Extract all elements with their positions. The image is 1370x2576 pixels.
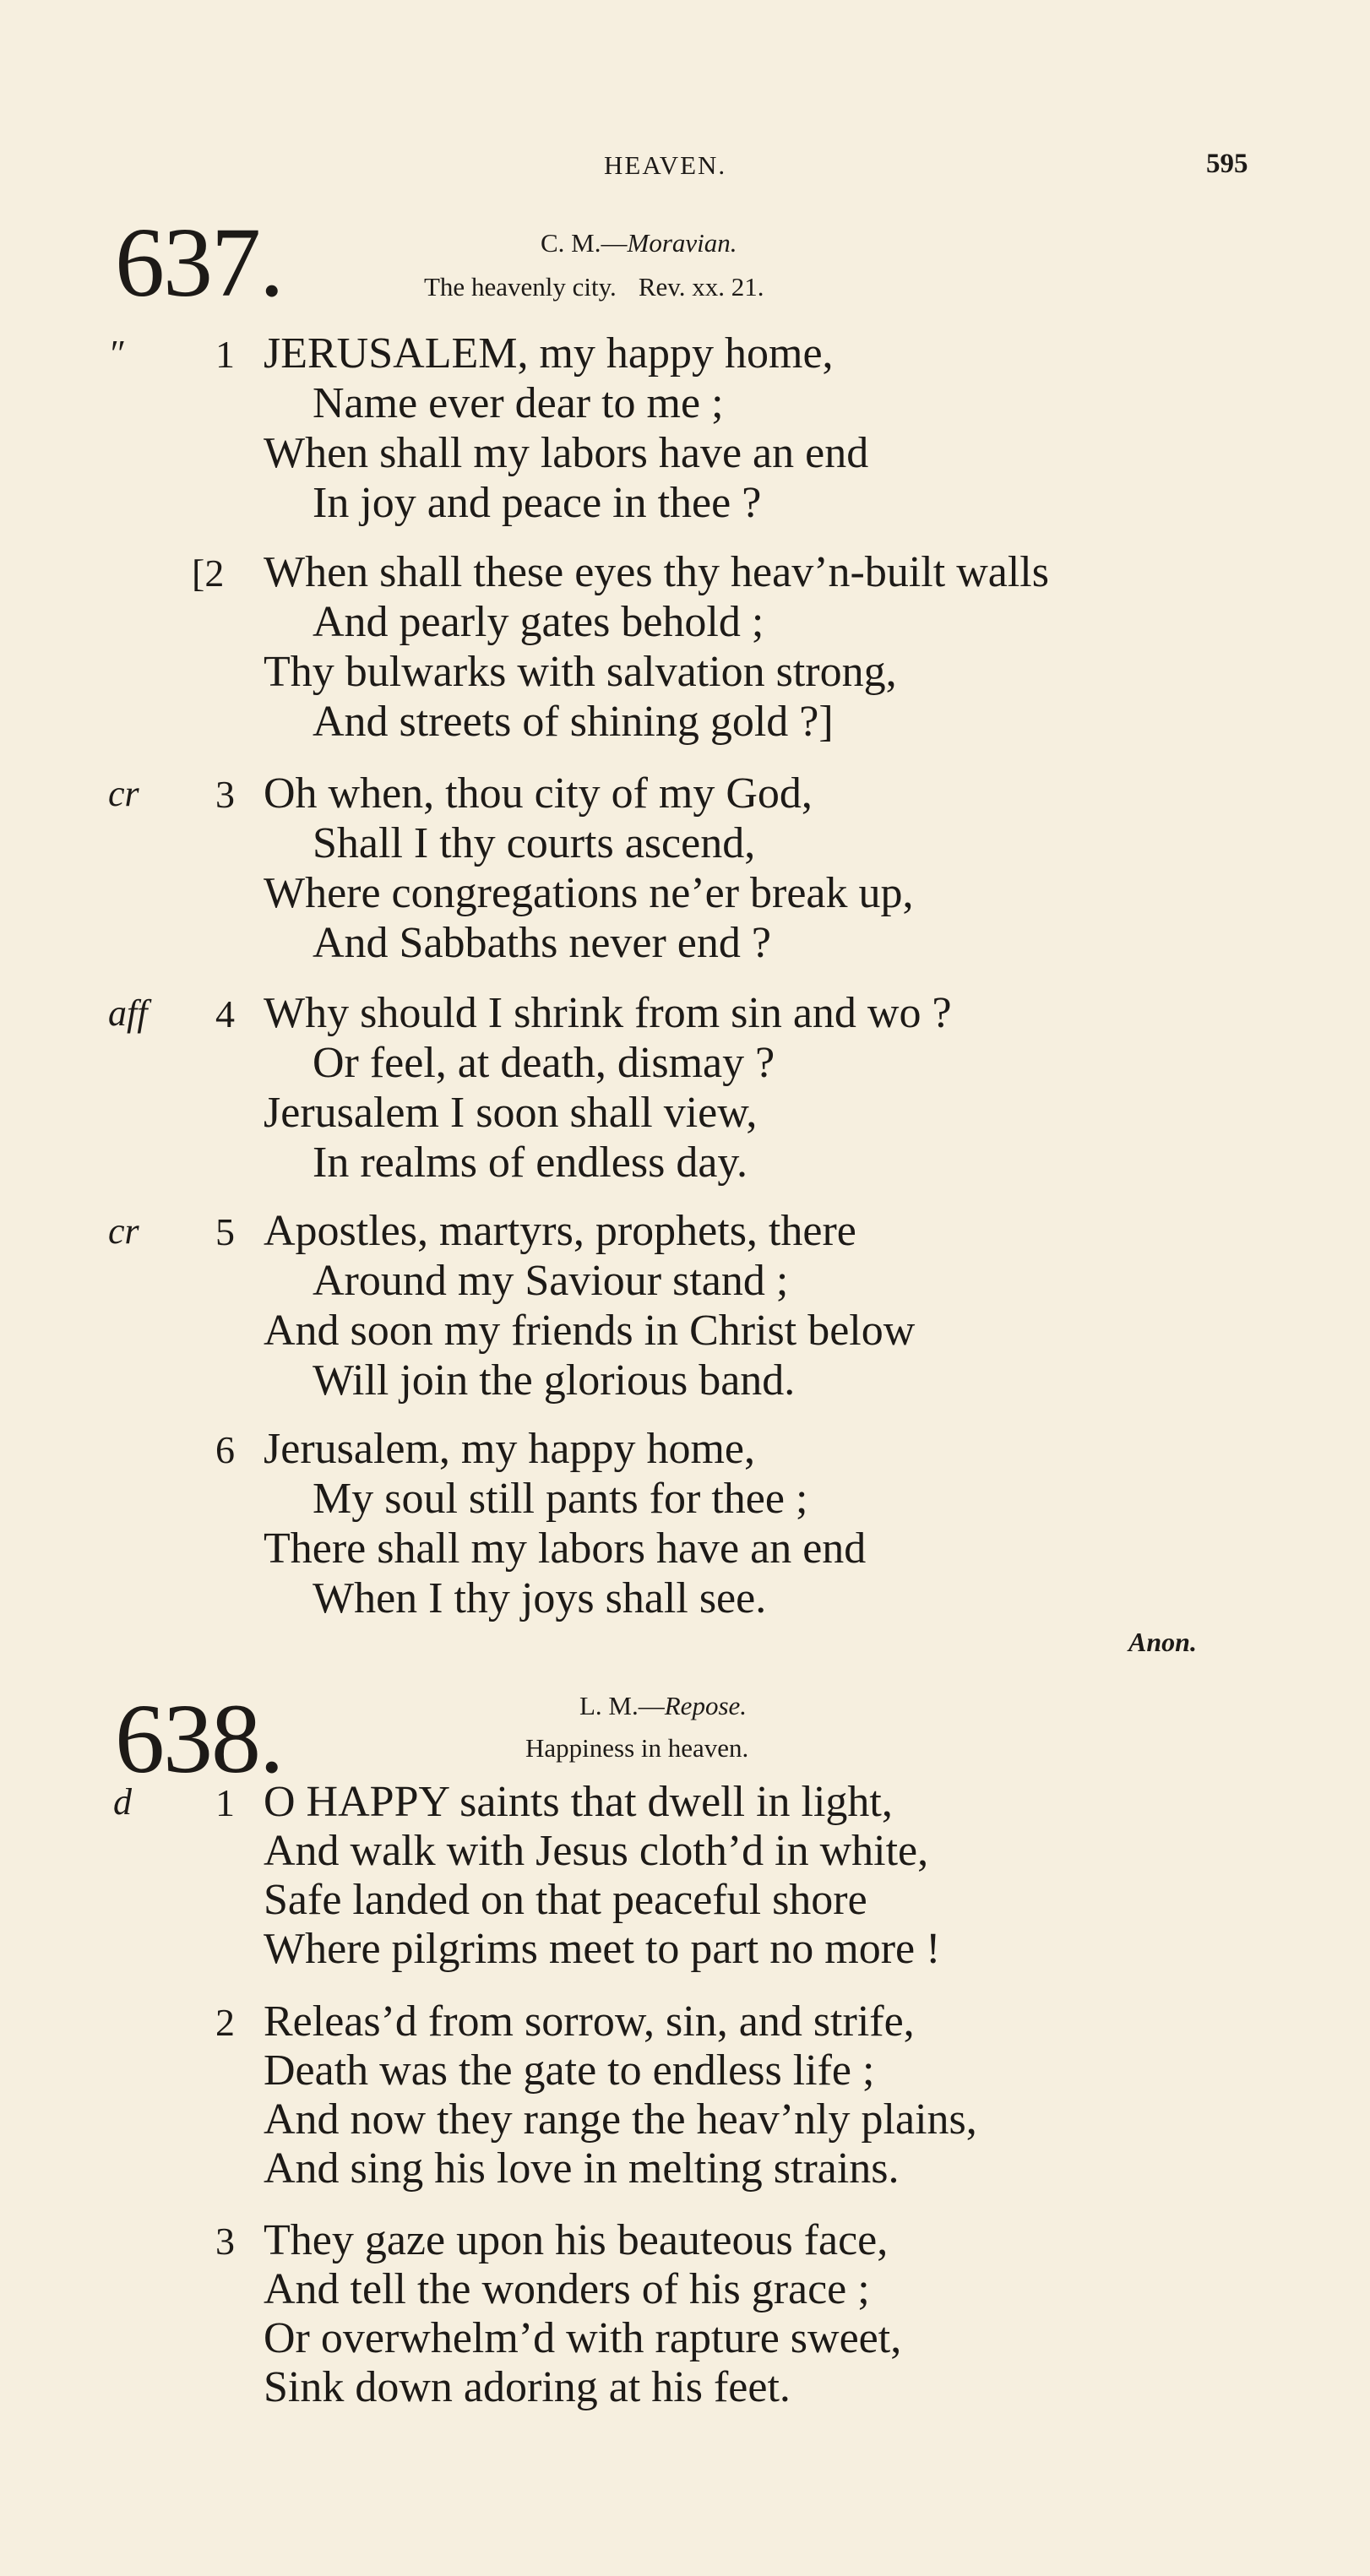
meter-label: L. M.— xyxy=(579,1691,665,1720)
stanza-number: 2 xyxy=(215,2001,235,2044)
verse-line: Why should I shrink from sin and wo ? xyxy=(264,989,952,1037)
performance-mark: ″ xyxy=(108,333,124,374)
stanza-number: [2 xyxy=(192,552,225,595)
verse-line: There shall my labors have an end xyxy=(264,1524,867,1573)
stanza-number: 3 xyxy=(215,773,235,816)
verse-line: And Sabbaths never end ? xyxy=(313,919,771,967)
verse-line: Safe landed on that peaceful shore xyxy=(264,1876,867,1924)
verse-line: When I thy joys shall see. xyxy=(313,1574,767,1622)
meter-label: C. M.— xyxy=(541,228,628,258)
verse-line: Death was the gate to endless life ; xyxy=(264,2046,875,2095)
performance-mark: cr xyxy=(108,1210,139,1252)
verse-line: My soul still pants for thee ; xyxy=(313,1475,808,1523)
verse-line: Will join the glorious band. xyxy=(313,1356,796,1405)
verse-line: In joy and peace in thee ? xyxy=(313,479,762,527)
hymn-number: 637. xyxy=(115,207,283,318)
stanza-number: 5 xyxy=(215,1210,235,1253)
verse-line: And tell the wonders of his grace ; xyxy=(264,2265,870,2313)
verse-line: Thy bulwarks with salvation strong, xyxy=(264,648,897,696)
tune-name: Moravian. xyxy=(627,228,737,258)
verse-line: Sink down adoring at his feet. xyxy=(264,2363,791,2411)
verse-line: Or overwhelm’d with rapture sweet, xyxy=(264,2314,902,2362)
verse-line: And now they range the heav’nly plains, xyxy=(264,2095,977,2144)
verse-line: And soon my friends in Christ below xyxy=(264,1307,916,1355)
verse-line: When shall my labors have an end xyxy=(264,429,869,477)
scripture-reference: Rev. xx. 21. xyxy=(638,272,764,302)
verse-line: Apostles, martyrs, prophets, there xyxy=(264,1207,856,1255)
stanza-number: 1 xyxy=(215,333,235,376)
stanza-number: 6 xyxy=(215,1428,235,1471)
verse-line: When shall these eyes thy heav’n-built walls xyxy=(264,548,1049,596)
verse-line: Name ever dear to me ; xyxy=(313,379,724,427)
hymn-meter xyxy=(579,1691,747,1721)
verse-line: Releas’d from sorrow, sin, and strife, xyxy=(264,1997,915,2046)
hymn-subtitle xyxy=(424,272,764,302)
performance-mark: d xyxy=(113,1781,132,1823)
stanza-number: 3 xyxy=(215,2220,235,2263)
verse-line: Around my Saviour stand ; xyxy=(313,1257,789,1305)
hymn-subtitle-text: The heavenly city. xyxy=(424,272,617,302)
verse-line: And pearly gates behold ; xyxy=(313,598,764,646)
verse-line: JERUSALEM, my happy home, xyxy=(264,329,834,378)
verse-line: Where congregations ne’er break up, xyxy=(264,869,914,917)
verse-line: Jerusalem I soon shall view, xyxy=(264,1089,758,1137)
page-number: 595 xyxy=(1206,149,1248,179)
verse-line: Or feel, at death, dismay ? xyxy=(313,1039,775,1087)
performance-mark: cr xyxy=(108,773,139,814)
verse-line: In realms of endless day. xyxy=(313,1139,748,1187)
verse-line: Where pilgrims meet to part no more ! xyxy=(264,1925,941,1973)
stanza-number: 4 xyxy=(215,992,235,1035)
performance-mark: aff xyxy=(108,992,148,1034)
hymn-author: Anon. xyxy=(1128,1627,1197,1657)
tune-name: Repose. xyxy=(664,1691,748,1720)
verse-line: And walk with Jesus cloth’d in white, xyxy=(264,1827,929,1875)
stanza-number: 1 xyxy=(215,1781,235,1824)
verse-line: And streets of shining gold ?] xyxy=(313,698,834,746)
verse-line: And sing his love in melting strains. xyxy=(264,2144,900,2193)
verse-line: O HAPPY saints that dwell in light, xyxy=(264,1778,893,1826)
verse-line: They gaze upon his beauteous face, xyxy=(264,2216,889,2264)
verse-line: Oh when, thou city of my God, xyxy=(264,769,813,818)
running-head: HEAVEN. xyxy=(604,150,727,180)
verse-line: Jerusalem, my happy home, xyxy=(264,1425,755,1473)
verse-line: Shall I thy courts ascend, xyxy=(313,819,756,867)
hymn-meter xyxy=(541,228,737,258)
hymn-number: 638. xyxy=(115,1683,283,1794)
hymn-subtitle: Happiness in heaven. xyxy=(525,1733,749,1763)
